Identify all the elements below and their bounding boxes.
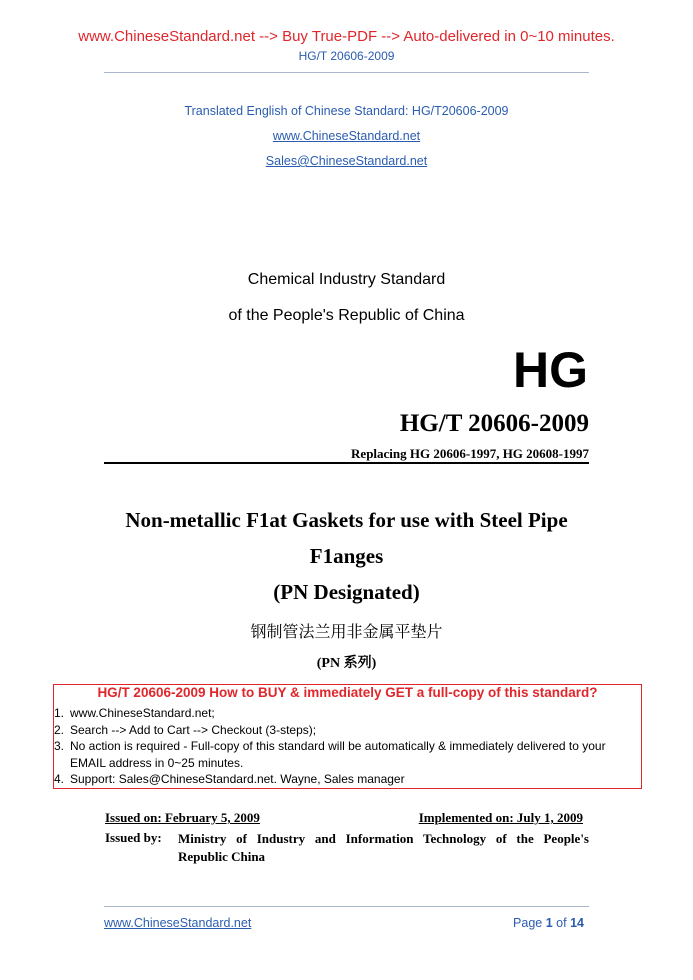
list-item (54, 705, 641, 722)
title-line-2: F1anges (309, 544, 384, 568)
list-item-number: 4. (54, 772, 65, 786)
list-item-number: 2. (54, 722, 65, 737)
standard-line-1: Chemical Industry Standard (247, 271, 446, 288)
title-divider (104, 462, 589, 464)
page-current: 1 (545, 916, 553, 930)
list-item-text[interactable]: www.ChineseStandard.net; (70, 706, 215, 720)
issued-by-authority: Ministry of Industry and Information Technology of the People's Republic China (178, 831, 589, 864)
email-link[interactable]: Sales@ChineseStandard.net (265, 154, 428, 168)
standard-line-2: of the People's Republic of China (228, 307, 465, 324)
buy-steps-list (54, 705, 641, 788)
website-link[interactable]: www.ChineseStandard.net (272, 129, 421, 143)
buy-box-heading: HG/T 20606-2009 How to BUY & immediately GET a full-copy of this standard? (97, 685, 598, 700)
chinese-series: (PN 系列) (316, 656, 377, 671)
header-divider (104, 72, 589, 73)
list-item-number: 1. (54, 706, 65, 720)
issued-on-date: Issued on: February 5, 2009 (105, 810, 260, 825)
footer-divider (104, 906, 589, 907)
list-item (54, 771, 641, 788)
replacing-note: Replacing HG 20606-1997, HG 20608-1997 (351, 446, 589, 461)
page-indicator (513, 916, 584, 930)
list-item-text: No action is required - Full-copy of this standard will be automatically & immediately delivered to your EMAIL address in 0~25 minutes. (70, 739, 606, 770)
list-item (54, 722, 641, 739)
page-total: 14 (570, 916, 584, 930)
list-item-text: Search --> Add to Cart --> Checkout (3-steps); (70, 722, 317, 737)
buy-box (53, 684, 642, 789)
list-item-text: Support: Sales@ChineseStandard.net. Wayne, Sales manager (70, 772, 405, 786)
email-link-wrapper (0, 154, 693, 168)
website-link-wrapper (0, 129, 693, 143)
title-line-1: Non-metallic F1at Gaskets for use with Steel Pipe (125, 508, 568, 532)
standard-code: HG/T 20606-2009 (399, 410, 589, 437)
hg-logo: HG (513, 342, 588, 398)
header-banner: www.ChineseStandard.net --> Buy True-PDF --> Auto-delivered in 0~10 minutes. (78, 28, 615, 45)
translated-note: Translated English of Chinese Standard: HG/T20606-2009 (184, 104, 509, 118)
page-label: Page (513, 916, 543, 930)
implemented-on-date: Implemented on: July 1, 2009 (418, 810, 583, 825)
page-of: of (556, 916, 567, 930)
header-code: HG/T 20606-2009 (298, 49, 395, 63)
footer-website-link[interactable]: www.ChineseStandard.net (104, 916, 252, 930)
title-line-3: (PN Designated) (273, 580, 420, 604)
issued-by-label: Issued by: (105, 830, 162, 845)
list-item (54, 738, 641, 771)
chinese-title: 钢制管法兰用非金属平垫片 (250, 622, 443, 641)
list-item-number: 3. (54, 739, 65, 753)
